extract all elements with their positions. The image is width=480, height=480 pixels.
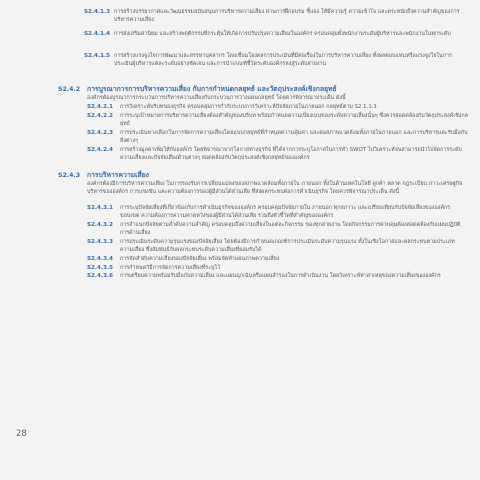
item-text: การสร้างแรงจูงใจการพัฒนาและสรรหาบุคลากร โดยเชื่อมโยงผลการประเมินที่มีต่อเรื่องในการบริหารความเสี่ยง ทั้งผลตอบแทนหรือแรงจูงใจในการประเมินผู้บริหารแต่ละระดับอย่างชัดเจน และการนำเกณฑ์ชี้วัดระดับองค์กรลงสู่ระดับสายงาน	[114, 53, 452, 67]
item-code: S2.4.1.5	[84, 53, 110, 59]
item-code: S2.4.1.4	[84, 31, 110, 37]
section-title: การบริหารความเสี่ยง	[87, 171, 149, 179]
section-intro: องค์กรต้องมีการบริหารความเสี่ยง ในการรองรับการเปลี่ยนแปลงของสภาพแวดล้อมทั้งภายใน ภายนอก ทั้งในด้านเทคโนโลยี ลูกค้า ตลาด กฎระเบียบ ภาวะเศรษฐกิจ บริหารขององค์กร การแข่งขัน และความต้องการของผู้มีส่วนได้ส่วนเสีย ที่ส่งผลกระทบต่อการดำเนินธุรกิจ โดยควรพิจารณาประเด็น ดังนี้	[87, 181, 463, 195]
item-text: การวิเคราะห์บริบทของธุรกิจ ครอบคลุมการกำกับระบบการวิเคราะห์ปัจจัยภายในภายนอก กลยุทธ์ตาม S2.1.1.1	[120, 104, 377, 110]
list-item	[0, 265, 480, 274]
item-code: S2.4.3.4	[87, 256, 113, 262]
item-code: S2.4.3.2	[87, 222, 113, 228]
page-number: 28	[16, 429, 27, 439]
list-item	[0, 273, 480, 290]
list-item	[0, 222, 480, 239]
list-item	[0, 113, 480, 130]
list-item	[0, 31, 480, 53]
item-text: การสร้างบรรยากาศและวัฒนธรรมสนับสนุนการบริหารความเสี่ยง ผ่านการฝึกอบรม ชี้แจง ให้มีความรู้ ความเข้าใจ และตระหนักถึงความสำคัญของการบริหารความเสี่ยง	[114, 9, 460, 23]
list-item	[0, 256, 480, 265]
item-code: S2.4.3.6	[87, 273, 113, 279]
section-code: S2.4.2	[58, 86, 81, 93]
section-items-list	[0, 104, 480, 164]
item-text: การกำหนดวิธีการจัดการความเสี่ยงที่ระบุไว้	[120, 264, 221, 271]
item-text: การระบุเป้าหมายการบริหารความเสี่ยงต้องสำคัญของบริบท พร้อมกำหนดความเบี่ยงเบนของระดับความเสี่ยงนั้นๆ ซึ่งควรสอดคล้องกับวัตถุประสงค์เชิงกลยุทธ์	[120, 113, 468, 127]
list-item	[0, 205, 480, 222]
item-text: การส่งเสริมค่านิยม และสร้างพฤติกรรมที่กระตุ้นให้เกิดการปรับปรุงความเสี่ยงในองค์กร ครอบคลุมทั้งพนักงานระดับผู้บริหารและพนักงานในทุกระดับ	[114, 31, 451, 37]
item-text: การจัดลำดับความเสี่ยงของปัจจัยเสี่ยง พร้อมจัดทำแผนภาพความเสี่ยง	[120, 256, 280, 262]
item-code: S2.4.2.2	[87, 113, 113, 119]
item-code: S2.4.3.5	[87, 264, 113, 271]
list-item	[0, 130, 480, 147]
item-code: S2.4.1.3	[84, 9, 110, 15]
section-title: การบูรณาการการบริหารความเสี่ยง กับการกำหนดกลยุทธ์ และวัตถุประสงค์เชิงกลยุทธ์	[87, 85, 337, 93]
list-item	[0, 9, 480, 31]
top-items-list	[0, 9, 480, 75]
list-item	[0, 104, 480, 113]
section-code: S2.4.3	[58, 172, 81, 179]
item-code: S2.4.2.1	[87, 104, 113, 110]
item-text: การจำแนกปัจจัยตามลำดับความสำคัญ ครอบคลุมถึงความเสี่ยงในแต่ละกิจกรรม ของทุกสายงาน โดยกิจกรรมการควบคุมต้องสอดคล้องกับแผนปฏิบัติการด้านเสี่ยง	[120, 222, 461, 236]
list-item	[0, 53, 480, 75]
item-text: การระบุปัจจัยเสี่ยงที่เกี่ยวข้องกับการดำเนินธุรกิจขององค์กร ครอบคลุมปัจจัยภายใน ภายนอก ทุกสภาวะ และเปรียบเทียบกับปัจจัยเสี่ยงขององค์กร ขอบเขต ความต้องการความคาดหวังของผู้มีส่วนได้ส่วนเสีย รวมถึงตัวชี้วัดที่สำคัญขององค์กร	[120, 205, 451, 219]
item-text: การประเมินระดับความรุนแรงของปัจจัยเสี่ยง โดยต้องมีการกำหนดเกณฑ์การประเมินระดับความรุนแรง ทั้งในเชิงโอกาสและผลกระทบตามประเภทความเสี่ยง ซึ่งสัมพันธ์กับผลกระทบระดับความเสี่ยงที่ยอมรับได้	[120, 239, 455, 253]
item-text: การประเมินทางเลือกในการจัดการความเสี่ยงโดยแบบกลยุทธ์ที่กำหนดความคุ้มค่า และต่อสภาพแวดล้อมทั้งภายในภายนอก และการบริหารและรับมือกับสิ่งต่างๆ	[120, 130, 468, 144]
section-items-list	[0, 205, 480, 290]
section-intro: องค์กรต้องบูรณาการกระบวนการบริหารความเสี่ยงกับกระบวนการวางแผนกลยุทธ์ โดยควรพิจารณาประเด็น ดังนี้	[87, 95, 346, 101]
item-code: S2.4.2.4	[87, 147, 113, 153]
item-code: S2.4.3.1	[87, 205, 113, 211]
list-item	[0, 147, 480, 164]
item-code: S2.4.2.3	[87, 130, 113, 136]
item-text: การสร้างมูลค่าเพิ่มให้กับองค์กร โดยพิจารณาจากโอกาสทางธุรกิจ ที่ได้จากการระบุโอกาสในการทำ SWOT ไปวิเคราะห์จนสามารถนำไปจัดการระดับความเสี่ยงและปัจจัยเสี่ยงด้านต่างๆ สอดคล้องกับวัตถุประสงค์เชิงกลยุทธ์ขององค์กร	[120, 147, 463, 161]
item-text: การเตรียมความพร้อมรับมือกับความเสี่ยง และแผนฉุกเฉินหรือแผนสำรองในการดำเนินงาน โดยวิเคราะห์หาสาเหตุของความเสี่ยงขององค์กร	[120, 273, 441, 279]
item-code: S2.4.3.3	[87, 239, 113, 245]
list-item	[0, 239, 480, 256]
